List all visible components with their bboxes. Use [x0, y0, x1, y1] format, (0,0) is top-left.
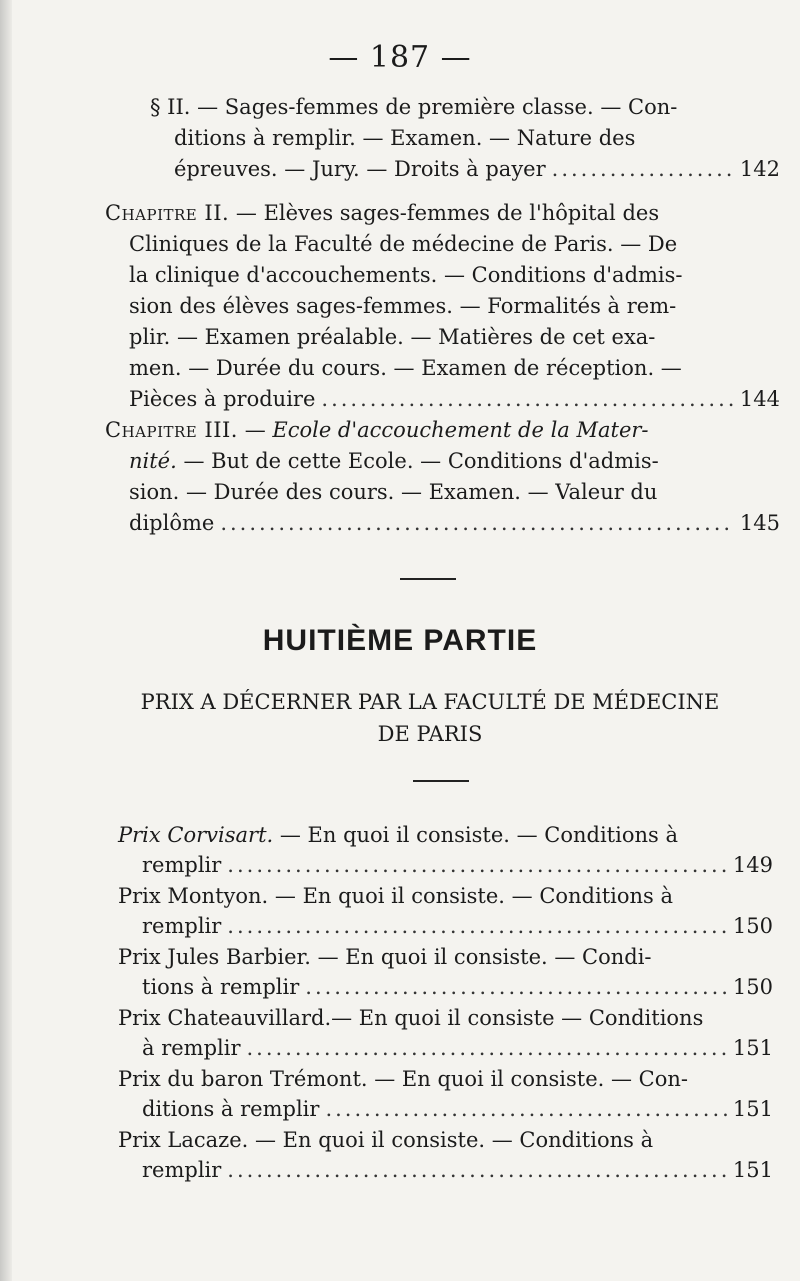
toc-line: ditions à remplir. — Examen. — Nature des: [174, 126, 636, 150]
prize-entry: [118, 1003, 773, 1063]
prize-name: Prix du baron Trémont.: [118, 1067, 368, 1091]
prize-entry: [118, 881, 773, 941]
prize-name: Prix Chateauvillard.: [118, 1006, 332, 1030]
prize-text: — En quoi il consiste. — Condi-: [310, 945, 652, 969]
toc-line: épreuves. — Jury. — Droits à payer: [174, 157, 546, 181]
prize-text: à remplir: [142, 1036, 241, 1060]
part-subtitle: [90, 686, 770, 750]
toc-line: § II. — Sages-femmes de première classe. — Con-: [150, 95, 678, 119]
toc-dotline: [118, 1094, 773, 1124]
toc-line: la clinique d'accouchements. — Conditions d'admis-: [129, 263, 683, 287]
section-divider: [400, 578, 456, 580]
toc-dotline: [118, 1155, 773, 1185]
toc-dotline: [174, 154, 780, 185]
toc-dotline: [118, 850, 773, 880]
toc-page-ref: 151: [732, 1158, 773, 1182]
leader-dots: [305, 972, 727, 1002]
prize-text: remplir: [142, 853, 222, 877]
prize-entry: [118, 820, 773, 880]
page-number: — 187 —: [328, 40, 472, 75]
part-subtitle-line: PRIX A DÉCERNER PAR LA FACULTÉ DE MÉDECINE: [140, 690, 720, 714]
toc-entry-section-2: [150, 92, 780, 185]
chapter-label: Chapitre III.: [105, 418, 238, 442]
toc-line: sion des élèves sages-femmes. — Formalités à rem-: [129, 294, 677, 318]
prize-text: tions à remplir: [142, 975, 300, 999]
toc-line-italic: Ecole d'accouchement de la Mater-: [272, 418, 649, 442]
toc-line: Pièces à produire: [129, 387, 316, 411]
toc-dotline: [129, 384, 780, 415]
toc-page-ref: 150: [732, 975, 773, 999]
leader-dots: [227, 1155, 727, 1185]
leader-dots: [247, 1033, 727, 1063]
leader-dots: [227, 850, 727, 880]
toc-dotline: [118, 1033, 773, 1063]
chapter-label: Chapitre II.: [105, 201, 230, 225]
prize-name: Prix Lacaze.: [118, 1128, 249, 1152]
toc-dotline: [118, 972, 773, 1002]
part-title: HUITIÈME PARTIE: [262, 624, 538, 657]
prize-text: — En quoi il consiste. — Conditions à: [273, 823, 678, 847]
part-subtitle-line: DE PARIS: [377, 722, 483, 746]
toc-page-ref: 144: [739, 387, 780, 411]
prize-name: Prix Jules Barbier.: [118, 945, 311, 969]
toc-line: diplôme: [129, 511, 215, 535]
leader-dots: [227, 911, 727, 941]
toc-line: men. — Durée du cours. — Examen de réception. —: [129, 356, 682, 380]
toc-line-italic: nité.: [129, 449, 177, 473]
toc-entry-chapter-2: [105, 198, 780, 415]
toc-line: plir. — Examen préalable. — Matières de cet exa-: [129, 325, 656, 349]
toc-line: sion. — Durée des cours. — Examen. — Valeur du: [129, 480, 658, 504]
toc-page-ref: 151: [732, 1036, 773, 1060]
prize-text: — En quoi il consiste. — Con-: [367, 1067, 688, 1091]
toc-page-ref: 150: [732, 914, 773, 938]
toc-page-ref: 149: [732, 853, 773, 877]
prize-text: — En quoi il consiste. — Conditions à: [268, 884, 674, 908]
toc-dotline: [118, 911, 773, 941]
leader-dots: [220, 508, 734, 539]
prize-text: — En quoi il consiste. — Conditions à: [248, 1128, 654, 1152]
prize-text: ditions à remplir: [142, 1097, 320, 1121]
prize-entry: [118, 1125, 773, 1185]
section-divider: [413, 780, 469, 782]
prize-name: Prix Corvisart.: [118, 823, 274, 847]
toc-line: — But de cette Ecole. — Conditions d'admis-: [176, 449, 659, 473]
toc-line: — Elèves sages-femmes de l'hôpital des: [235, 201, 660, 225]
prize-entry: [118, 942, 773, 1002]
leader-dots: [552, 154, 734, 185]
leader-dots: [321, 384, 734, 415]
prize-text: remplir: [142, 914, 222, 938]
toc-entry-chapter-3: Chapitre III. — Ecole d'accouchement de la Mater- nité. — But de cette Ecole. — Conditions d'admis- sion. — Durée des cours. — Examen. — Valeur du diplôme ..... 145: [105, 415, 780, 539]
toc-page-ref: 142: [739, 157, 780, 181]
prize-entry: [118, 1064, 773, 1124]
prize-name: Prix Montyon.: [118, 884, 269, 908]
prize-text: remplir: [142, 1158, 222, 1182]
toc-line: Cliniques de la Faculté de médecine de Paris. — De: [129, 232, 678, 256]
toc-page-ref: 151: [732, 1097, 773, 1121]
toc-dotline: [129, 508, 780, 539]
leader-dots: [325, 1094, 726, 1124]
prize-text: — En quoi il consiste — Conditions: [331, 1006, 704, 1030]
toc-page-ref: 145: [739, 511, 780, 535]
